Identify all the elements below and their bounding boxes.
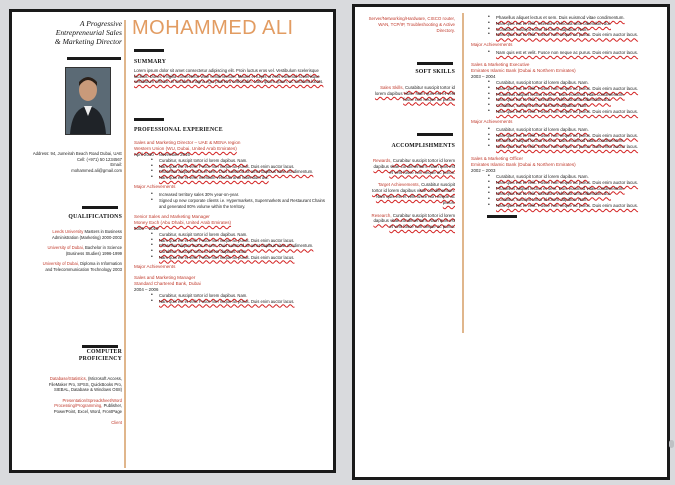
end-rule <box>487 215 517 218</box>
job-entry <box>134 214 330 270</box>
scrollbar-thumb[interactable] <box>669 440 674 448</box>
job-title: Senior Sales and Marketing Manager <box>134 214 210 220</box>
list-item: • Nam quis est et velit. Fusce non neque ac purus. Duis enim auctor lacus. <box>487 32 661 38</box>
accomplishment-item <box>369 158 455 175</box>
email[interactable]: mohammed.ali@gmail.com <box>71 167 122 173</box>
job-bullets <box>487 174 661 209</box>
email-label: Email: <box>110 162 122 168</box>
soft-skills-label: Sales Skills, <box>380 85 404 90</box>
qualifications-heading: QUALIFICATIONS <box>68 214 122 220</box>
job-title: Sales and Marketing Manager <box>134 275 196 281</box>
job-title: Sales and Marketing Director – UAE & MENA region <box>134 140 241 145</box>
list-item: • Curabitur, suscipit tortor id lorem dapibus. Nam. <box>487 103 661 109</box>
resume-page-2 <box>352 4 670 480</box>
list-item: • Nam quis est et velit, interdum vehicula ante bibendum dui. <box>487 191 661 197</box>
computer-item <box>38 420 122 426</box>
job-title: Sales & Marketing Officer <box>471 155 523 161</box>
achievement-bullets <box>487 127 661 150</box>
qualification-school: Leeds University <box>52 229 84 234</box>
job-bullets <box>150 232 330 260</box>
person-silhouette-icon <box>66 68 110 134</box>
list-item: • Curabitur, suscipit tortor id lorem dapibus. Nam. <box>150 232 330 238</box>
computer-category: Database/Statistics, <box>49 376 87 381</box>
list-item: • Curabitur, suscipit tortor id lorem dapibus. Nam. <box>487 80 661 86</box>
computer-list <box>38 376 122 425</box>
qualification-item <box>40 261 122 272</box>
accomplishments-list <box>369 158 455 230</box>
computer-continued-text: Server/Networking/Hardware, CISCO router, WAN, TCP/IP, Troubleshooting & Active Directory. <box>368 16 455 33</box>
accomplishment-item <box>369 182 455 205</box>
job-company: Emirates Islamic Bank (Dubai & Northern Emirates) <box>471 67 576 73</box>
job-bullets <box>487 80 661 115</box>
list-item: • Nam quis est et velit, interdum vehicula ante bibendum dui. <box>487 97 661 103</box>
list-item: • Curabitur, suscipit tortor id lorem dapibus. Nam. <box>487 174 661 180</box>
resume-page-1 <box>9 9 336 473</box>
job-dates: 2002 – 2003 <box>471 167 496 173</box>
list-item: • Nam quis est et velit. Fusce non neque ac purus. Duis enim auctor lacus. <box>150 238 330 244</box>
achievement-bullets <box>487 50 661 56</box>
computer-detail: (Microsoft Access, FileMaker Pro, SPSS, QuickBooks Pro, SIEBAL, Database & Windows OS8) <box>48 376 122 393</box>
job-entry <box>134 140 330 209</box>
achievement-bullets <box>150 192 330 209</box>
qualifications-list <box>40 229 122 273</box>
achievements-label: Major Achievements <box>471 42 513 48</box>
contact-block <box>32 151 122 173</box>
list-item: • Phasellus aliquet lectus et sem. Duis euismod sit amet dapibus vitae condimentum. <box>150 169 330 175</box>
qualification-item <box>40 229 122 240</box>
accomplishment-item <box>369 213 455 230</box>
column-divider <box>124 20 126 468</box>
summary-rule <box>134 118 164 121</box>
experience-list <box>134 140 330 304</box>
list-item: • Nam quis est et velit, interdum vehicula ante bibendum dui. <box>150 175 330 181</box>
list-item: • Nam quis est et velit. Fusce non neque ac purus. Duis enim auctor lacus. <box>487 86 661 92</box>
list-item: • Nam quis est et velit. Fusce non neque ac purus. Duis enim auctor lacus. <box>150 164 330 170</box>
job-dates: April 2010 – November 2016 <box>134 152 190 157</box>
tagline-rule <box>67 57 121 60</box>
list-item: • Phasellus aliquet lectus et sem. Duis euismod vitae condimentum. <box>487 92 661 98</box>
candidate-name: MOHAMMED ALI <box>132 17 294 39</box>
qualification-school: University of Dubai, <box>42 261 79 267</box>
cell: Cell: (+971) 50 1234567 <box>76 156 122 162</box>
accomplishment-label: Research, <box>371 212 392 218</box>
job-bullets <box>150 158 330 180</box>
list-item: • Phasellus aliquet lectus et sem. Duis euismod vitae condimentum. <box>487 15 661 21</box>
job-dates: 2003 – 2004 <box>471 73 496 79</box>
job-company: Emirates Islamic Bank (Dubai & Northern Emirates) <box>471 161 576 167</box>
list-item: • Nam quis est et velit. Fusce non neque ac purus. Duis enim auctor lacus. <box>150 255 330 261</box>
achievements-label: Major Achievements <box>471 118 513 124</box>
job-entry <box>471 62 661 150</box>
list-item: • Phasellus aliquet lectus et sem. Duis euismod vitae condimentum. <box>487 138 661 144</box>
list-item: • Curabitur, suscipit tortor id lorem dapibus. Nam. <box>150 249 330 255</box>
job-company: Money Exch (Abu Dhabi, United Arab Emirates) <box>134 220 232 226</box>
list-item: • Curabitur, suscipit tortor id lorem dapibus. Nam. <box>150 293 330 299</box>
list-item: • Nam quis est et velit. Fusce non neque ac purus. Duis enim auctor lacus. <box>487 109 661 115</box>
column-divider <box>462 13 464 333</box>
achievements-label: Major Achievements <box>134 264 176 270</box>
list-item: • Phasellus aliquet lectus et sem. Duis euismod vitae condimentum. <box>487 186 661 192</box>
summary-heading: SUMMARY <box>134 59 167 65</box>
qualification-detail: Bachelor in Science (Business Studies) 1996-1999 <box>65 245 122 256</box>
job-entry <box>471 156 661 209</box>
profile-photo <box>65 67 111 135</box>
list-item: • Nam quis est et velit. Fusce non neque ac purus. Duis enim auctor lacus. <box>487 180 661 186</box>
list-item: • Signed up new corporate clients i.e. Hypermarkets, Supermarkets and Restaurant Chains and generated 80% volume within the territory. <box>150 198 330 209</box>
list-item: • Nam quis est et velit, interdum vehicula ante bibendum dui. <box>487 21 661 27</box>
job-company: Western Union (WU, Dubai, United Arab Emirates) <box>134 146 237 151</box>
computer-category: Presentation/Spreadsheet/Word Processing/Programming, <box>54 397 122 409</box>
list-item: • Curabitur, suscipit tortor id lorem dapibus. Nam. <box>487 127 661 133</box>
soft-skills-heading: SOFT SKILLS <box>415 69 455 75</box>
list-item: • Phasellus aliquet lectus et sem. Duis euismod sit amet dapibus vitae condimentum. <box>150 243 330 249</box>
summary-text: Lorem ipsum dolor sit amet consectetur adipiscing elit. Proin luctus eros vel. Vestibulum scelerisque facilisis. Donec fringilla consectetur vitae condimentum. Mauris et turpis ut eros euismod scelerisque vestibulum efficitur. In tincidunt magna eget pharetra sollicitudin. Nam ipsum quam, ac tincidunt luctus. <box>134 68 324 85</box>
accomplishments-heading: ACCOMPLISHMENTS <box>391 143 455 149</box>
job-entry <box>134 275 330 304</box>
soft-skills-detail: Curabitur suscipit tortor id lorem dapibus vitae. Nam quis est et velit fusce non neque ac purus. <box>374 85 455 102</box>
tagline: A Progressive Entrepreneurial Sales & Marketing Director <box>54 19 122 46</box>
list-item: • Nam quis est et velit. Fusce non neque ac purus. Duis enim auctor lacus. <box>150 299 330 305</box>
soft-skills-rule <box>417 133 453 136</box>
list-item: • Nam quis est et velit. Fusce non neque ac purus. Duis enim auctor lacus. <box>487 133 661 139</box>
address: Address: 94, Jumeirah Beach Road Dubai, UAE <box>32 151 122 156</box>
list-item: • Curabitur, suscipit tortor id lorem dapibus. Nam. <box>150 158 330 164</box>
list-item: • Nam quis est et velit. Fusce non neque ac purus. Duis enim auctor lacus. <box>487 144 661 150</box>
job-dates: 2004 – 2006 <box>134 287 159 293</box>
job-bullets <box>150 293 330 304</box>
accomplishment-detail: Curabitur suscipit tortor id lorem dapibus vitae condimentum. Nam quis est et velit fusce non neque ac purus. <box>372 182 455 205</box>
experience-heading: PROFESSIONAL EXPERIENCE <box>134 127 223 133</box>
job-company: Standard Chartered Bank, Dubai <box>134 281 201 287</box>
computer-continued <box>365 16 455 33</box>
qualification-item <box>40 245 122 256</box>
computer-item <box>38 376 122 393</box>
accomplishment-detail: Curabitur suscipit tortor id lorem dapibus vitae condimentum. Nam quis est et velit fusce non neque ac purus. <box>373 158 455 175</box>
computer-rule <box>417 62 453 65</box>
accomplishment-label: Target Achievements, <box>377 182 420 188</box>
qualification-detail: Masters in Business Administration (Marketing) 2000-2002 <box>51 229 122 240</box>
list-item: • Increased territory sales 30% year-on-year. <box>150 192 330 198</box>
qualification-school: University of Dubai, <box>47 245 84 251</box>
job-dates: 2006 – 2010 <box>134 226 159 232</box>
contact-rule <box>82 206 118 209</box>
job-bullets <box>487 15 661 38</box>
experience-continued <box>471 15 661 218</box>
accomplishment-detail: Curabitur suscipit tortor id lorem dapibus vitae condimentum. Nam quis est et velit fusce non neque ac purus. <box>373 212 455 230</box>
computer-heading: COMPUTER PROFICIENCY <box>78 349 122 363</box>
computer-detail: Publisher, PowerPoint, Excel, Word, FrontPage <box>53 403 122 414</box>
achievements-label: Major Achievements <box>134 184 176 190</box>
list-item: • Curabitur, suscipit tortor id lorem dapibus. Nam. <box>487 27 661 33</box>
list-item: • Nam quis est et velit. Fusce non neque ac purus. Duis enim auctor lacus. <box>487 203 661 209</box>
list-item: • Curabitur, suscipit tortor id lorem dapibus. Nam. <box>487 197 661 203</box>
computer-item <box>38 398 122 415</box>
qualifications-rule <box>82 345 118 348</box>
computer-category: Client <box>111 419 122 425</box>
name-rule <box>134 49 164 52</box>
job-title: Sales & Marketing Executive <box>471 61 530 67</box>
soft-skills-text <box>373 85 455 102</box>
qualification-detail: Diploma in Information and Telecommunication Technology 2003 <box>45 261 122 272</box>
accomplishment-label: Rewards, <box>373 158 392 163</box>
list-item: • Nam quis est et velit. Fusce non neque ac purus. Duis enim auctor lacus. <box>487 50 661 56</box>
